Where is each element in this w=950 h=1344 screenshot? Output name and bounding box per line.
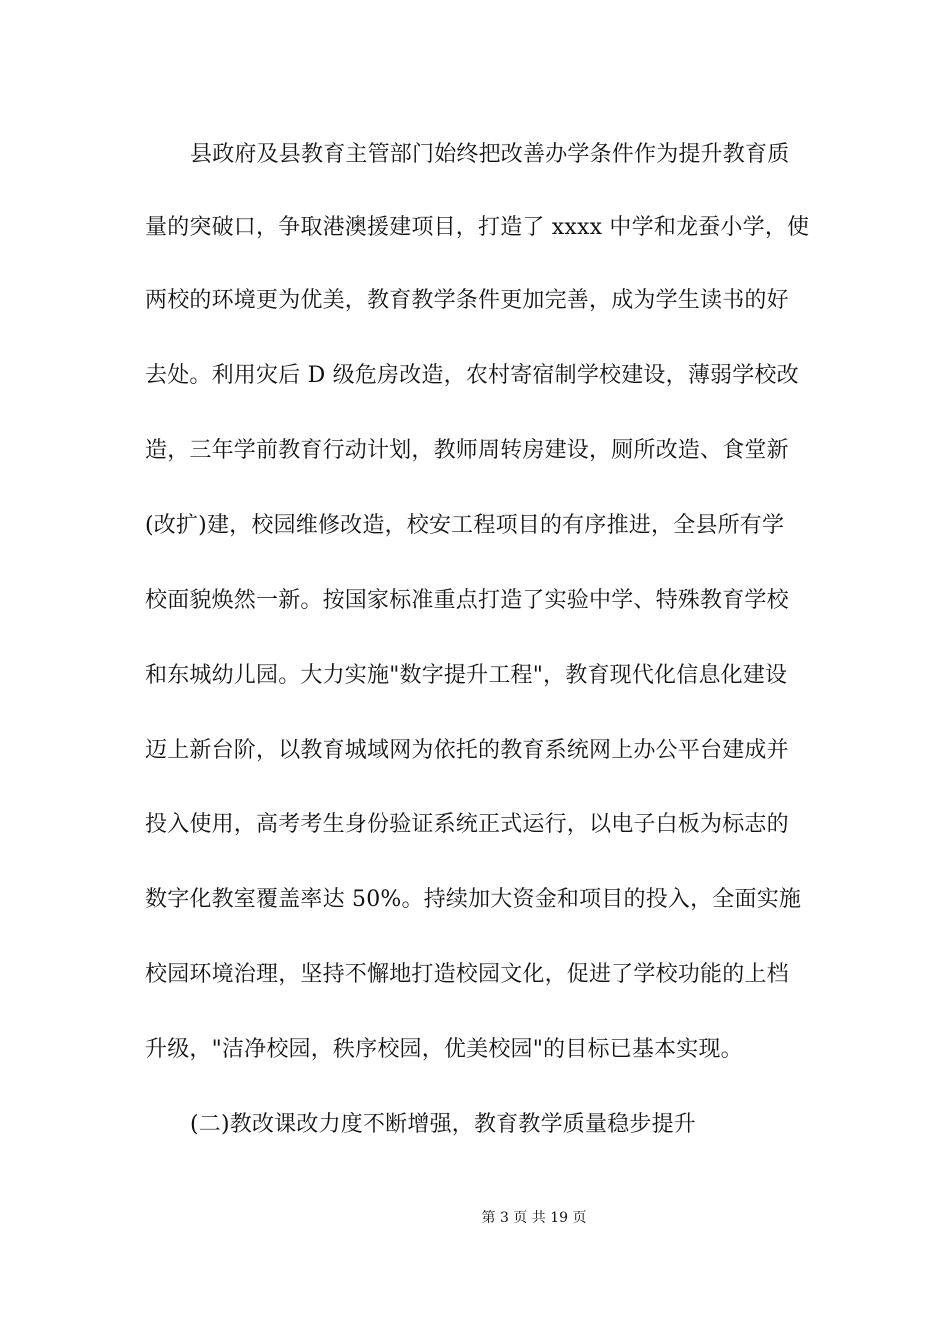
paragraph-line: 迈上新台阶，以教育城域网为依托的教育系统网上办公平台建成并 — [145, 738, 789, 763]
paragraph-line: 量的突破口，争取港澳援建项目，打造了 xxxx 中学和龙蚕小学，使 — [145, 215, 810, 240]
paragraph-line: 投入使用，高考考生身份验证系统正式运行，以电子白板为标志的 — [145, 812, 789, 837]
paragraph-line: 数字化教室覆盖率达 50%。持续加大资金和项目的投入，全面实施 — [145, 887, 802, 912]
paragraph-line: 校面貌焕然一新。按国家标准重点打造了实验中学、特殊教育学校 — [145, 588, 789, 613]
paragraph-line: 两校的环境更为优美，教育教学条件更加完善，成为学生读书的好 — [145, 288, 789, 313]
paragraph-line: 升级，"洁净校园，秩序校园，优美校园"的目标已基本实现。 — [145, 1037, 743, 1062]
section-heading: (二)教改课改力度不断增强，教育教学质量稳步提升 — [190, 1112, 696, 1137]
paragraph-line: 去处。利用灾后 D 级危房改造，农村寄宿制学校建设，薄弱学校改 — [145, 363, 799, 388]
paragraph-line: 校园环境治理，坚持不懈地打造校园文化，促进了学校功能的上档 — [145, 962, 789, 987]
paragraph-line: 造，三年学前教育行动计划，教师周转房建设，厕所改造、食堂新 — [145, 438, 789, 463]
paragraph-line: 县政府及县教育主管部门始终把改善办学条件作为提升教育质 — [190, 142, 790, 167]
paragraph-line: (改扩)建，校园维修改造，校安工程项目的有序推进，全县所有学 — [145, 513, 785, 538]
page-number-footer: 第 3 页 共 19 页 — [481, 1210, 587, 1226]
paragraph-line: 和东城幼儿园。大力实施"数字提升工程"，教育现代化信息化建设 — [145, 663, 788, 688]
